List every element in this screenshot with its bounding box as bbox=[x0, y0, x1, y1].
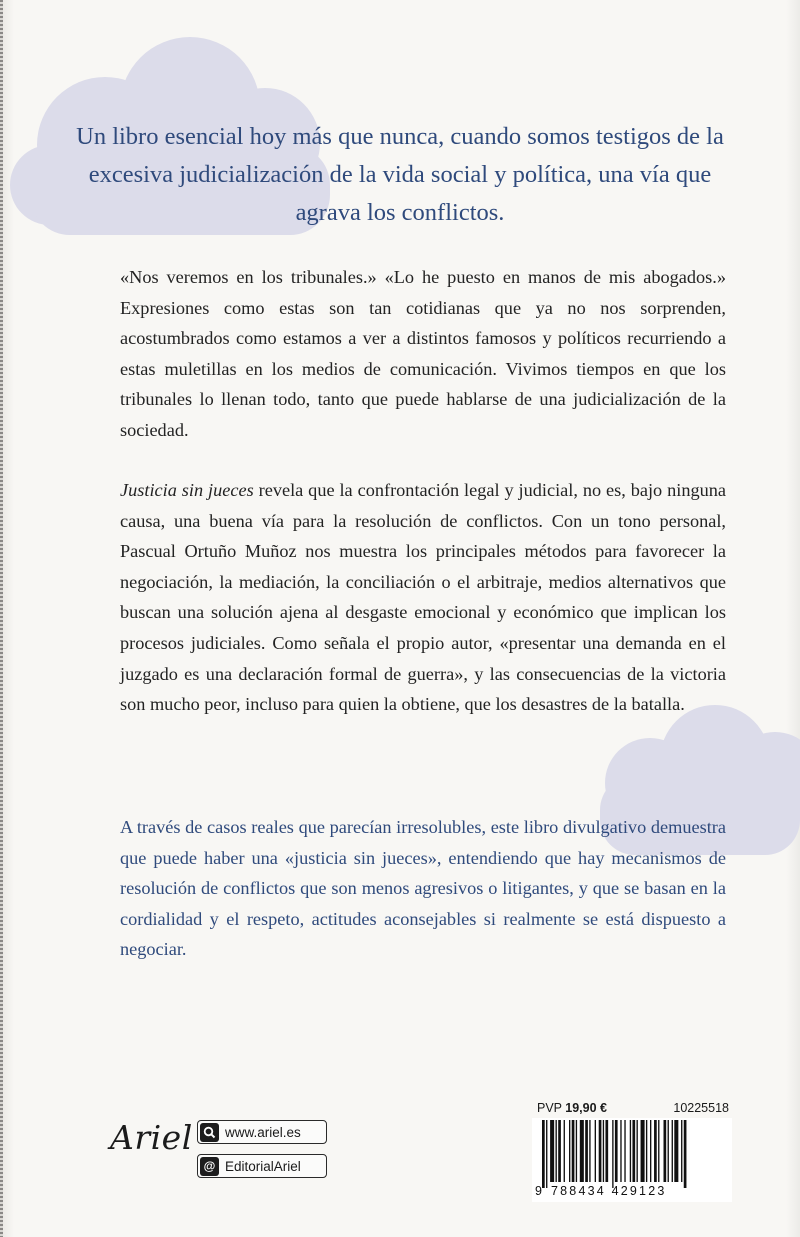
barcode-bar bbox=[620, 1120, 621, 1182]
website-label: www.ariel.es bbox=[225, 1124, 301, 1140]
paragraph-description bbox=[120, 475, 726, 720]
product-code: 10225518 bbox=[673, 1101, 729, 1115]
paragraph-closing: A través de casos reales que parecían irresolubles, este libro divulgativo demuestra que puede haber una «justicia sin jueces», entendiendo que hay mecanismos de resolución de conflictos que son menos agresivos o litigantes, y que se basan en la cordialidad y el respeto, actitudes aconsejables si realmente se está dispuesto a negociar. bbox=[120, 817, 726, 960]
barcode-bar bbox=[668, 1120, 669, 1182]
barcode-bar bbox=[674, 1120, 678, 1182]
at-icon: @ bbox=[200, 1157, 219, 1176]
barcode-bar bbox=[605, 1120, 608, 1182]
barcode-bar bbox=[615, 1120, 618, 1182]
barcode-bar bbox=[599, 1120, 602, 1182]
barcode-bar bbox=[641, 1120, 645, 1182]
barcode-bar bbox=[576, 1120, 577, 1182]
barcode-bar bbox=[681, 1120, 682, 1182]
price-line bbox=[537, 1101, 729, 1115]
barcode bbox=[542, 1120, 742, 1190]
barcode-bar bbox=[569, 1120, 570, 1182]
website-badge[interactable] bbox=[197, 1120, 327, 1144]
barcode-bar bbox=[664, 1120, 667, 1182]
barcode-bar bbox=[654, 1120, 657, 1182]
price-label: PVP bbox=[537, 1101, 562, 1115]
paragraph-intro: «Nos veremos en los tribunales.» «Lo he puesto en manos de mis abogados.» Expresiones como estas son tan cotidianas que ya no nos sorprenden, acostumbrados como estamos a ver a distintos famosos y políticos recurriendo a estas muletillas en los medios de comunicación. Vivimos tiempos en que los tribunales lo llenan todo, tanto que puede hablarse de una judicialización de la sociedad. bbox=[120, 267, 726, 440]
barcode-bar bbox=[658, 1120, 659, 1182]
social-badge[interactable] bbox=[197, 1154, 327, 1178]
search-icon bbox=[200, 1123, 219, 1142]
isbn-digits: 788434 429123 bbox=[551, 1184, 667, 1198]
barcode-bar bbox=[564, 1120, 565, 1182]
barcode-bar bbox=[558, 1120, 561, 1182]
barcode-bar bbox=[637, 1120, 638, 1182]
barcode-bar bbox=[684, 1120, 687, 1188]
page-edge bbox=[0, 0, 3, 1237]
barcode-bar bbox=[624, 1120, 625, 1182]
barcode-bar bbox=[585, 1120, 588, 1182]
barcode-bar bbox=[612, 1120, 613, 1188]
book-title: Justicia sin jueces bbox=[120, 480, 254, 500]
barcode-bar bbox=[650, 1120, 651, 1182]
paragraph-description-text: revela que la confrontación legal y judicial, no es, bajo ninguna causa, una buena vía para la resolución de conflictos. Con un tono personal, Pascual Ortuño Muñoz nos muestra los principales métodos para favorecer la negociación, la mediación, la conciliación o el arbitraje, medios alternativos que buscan una solución ajena al desgaste emocional y económico que implican los procesos judiciales. Como señala el propio autor, «presentar una demanda en el juzgado es una declaración formal de guerra», y las consecuencias de la victoria son mucho peor, incluso para quien la obtiene, que los desastres de la batalla. bbox=[120, 480, 727, 715]
social-label: EditorialAriel bbox=[225, 1158, 301, 1174]
tagline: Un libro esencial hoy más que nunca, cuando somos testigos de la excesiva judicialización de la vida social y política, una vía que agrava los conflictos. bbox=[76, 123, 724, 226]
barcode-bar bbox=[542, 1120, 545, 1188]
barcode-bar bbox=[550, 1120, 554, 1182]
barcode-bar bbox=[572, 1120, 575, 1182]
barcode-bar bbox=[632, 1120, 635, 1182]
price-amount: 19,90 € bbox=[565, 1101, 607, 1115]
ariel-logo: Ariel bbox=[110, 1118, 193, 1157]
barcode-bar bbox=[580, 1120, 584, 1182]
barcode-bar bbox=[672, 1120, 673, 1182]
barcode-bar bbox=[595, 1120, 596, 1182]
barcode-bar bbox=[546, 1120, 547, 1188]
barcode-bar bbox=[556, 1120, 557, 1182]
barcode-bar bbox=[589, 1120, 590, 1182]
price-label-group bbox=[537, 1101, 607, 1115]
barcode-bar bbox=[603, 1120, 604, 1182]
isbn-first-digit: 9 bbox=[535, 1184, 542, 1198]
barcode-bar bbox=[646, 1120, 647, 1182]
barcode-bar bbox=[630, 1120, 631, 1182]
